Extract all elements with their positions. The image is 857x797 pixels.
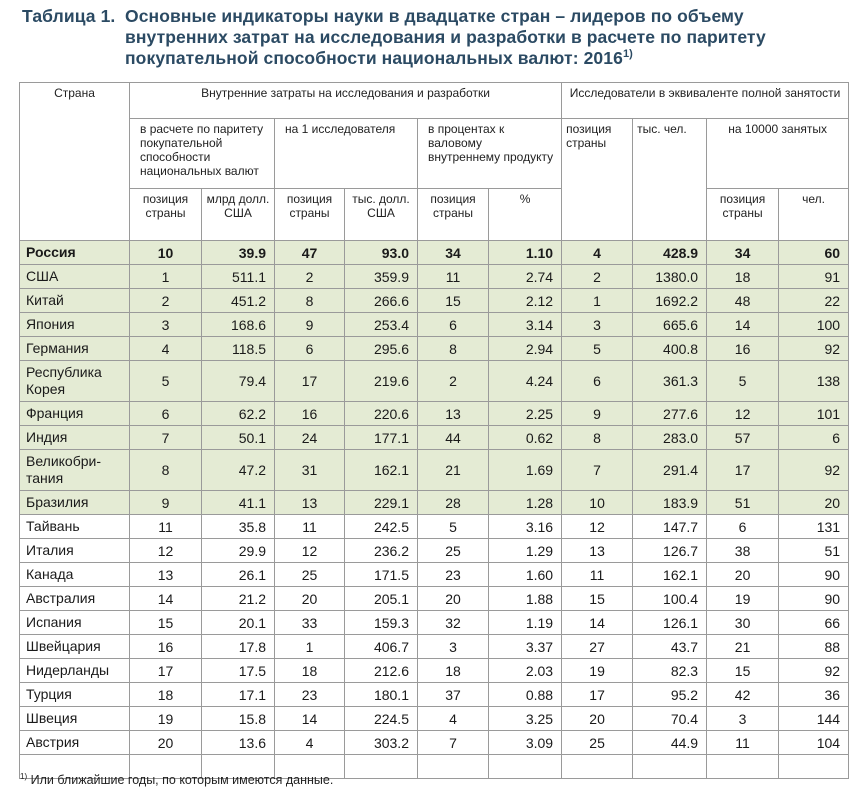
value-cell: 11 [562, 563, 633, 587]
value-cell: 24 [275, 426, 345, 450]
value-cell: 19 [707, 587, 779, 611]
value-cell [489, 755, 562, 779]
header-researchers-group: Исследователи в эквиваленте полной занятости [562, 83, 849, 119]
value-cell: 19 [130, 707, 202, 731]
value-cell: 50.1 [202, 426, 275, 450]
value-cell: 131 [779, 515, 849, 539]
value-cell: 16 [130, 635, 202, 659]
value-cell: 20.1 [202, 611, 275, 635]
value-cell: 8 [275, 289, 345, 313]
value-cell: 16 [275, 402, 345, 426]
value-cell: 8 [130, 450, 202, 491]
value-cell: 1.29 [489, 539, 562, 563]
country-cell: Бразилия [20, 491, 130, 515]
table-row [20, 265, 849, 289]
value-cell: 2 [418, 361, 489, 402]
caption-footnote-mark: 1) [622, 48, 633, 61]
value-cell: 38 [707, 539, 779, 563]
value-cell: 361.3 [633, 361, 707, 402]
value-cell: 162.1 [345, 450, 418, 491]
value-cell: 18 [707, 265, 779, 289]
header-percent: % [489, 189, 562, 241]
value-cell: 60 [779, 241, 849, 265]
value-cell: 20 [130, 731, 202, 755]
value-cell: 6 [130, 402, 202, 426]
value-cell: 9 [275, 313, 345, 337]
country-cell: Тайвань [20, 515, 130, 539]
table-row [20, 635, 849, 659]
value-cell: 13.6 [202, 731, 275, 755]
value-cell: 177.1 [345, 426, 418, 450]
value-cell: 2.94 [489, 337, 562, 361]
country-cell: Испания [20, 611, 130, 635]
value-cell: 4.24 [489, 361, 562, 402]
value-cell: 14 [707, 313, 779, 337]
value-cell: 253.4 [345, 313, 418, 337]
header-per-10000-position: позиция страны [707, 189, 779, 241]
value-cell: 12 [707, 402, 779, 426]
value-cell: 104 [779, 731, 849, 755]
value-cell: 126.7 [633, 539, 707, 563]
table-row [20, 707, 849, 731]
value-cell: 44.9 [633, 731, 707, 755]
header-thousand-usd: тыс. долл. США [345, 189, 418, 241]
value-cell: 44 [418, 426, 489, 450]
caption-title: Основные индикаторы науки в двадцатке стран – лидеров по объему внутренних затрат на исследования и разработки в расчете по паритету покупательной способности национальных валют: 2016 [125, 6, 766, 68]
value-cell: 23 [275, 683, 345, 707]
value-cell: 20 [779, 491, 849, 515]
value-cell: 25 [275, 563, 345, 587]
value-cell: 168.6 [202, 313, 275, 337]
value-cell: 144 [779, 707, 849, 731]
value-cell: 3.25 [489, 707, 562, 731]
value-cell: 2.03 [489, 659, 562, 683]
caption-text [125, 6, 842, 69]
caption-label: Таблица 1. [22, 6, 116, 26]
value-cell: 43.7 [633, 635, 707, 659]
value-cell: 51 [779, 539, 849, 563]
value-cell: 90 [779, 587, 849, 611]
value-cell: 7 [130, 426, 202, 450]
value-cell: 1.69 [489, 450, 562, 491]
value-cell: 2 [130, 289, 202, 313]
country-cell: Франция [20, 402, 130, 426]
value-cell: 1.60 [489, 563, 562, 587]
table-row [20, 731, 849, 755]
value-cell: 70.4 [633, 707, 707, 731]
value-cell: 14 [562, 611, 633, 635]
value-cell: 138 [779, 361, 849, 402]
value-cell: 33 [275, 611, 345, 635]
value-cell: 31 [275, 450, 345, 491]
value-cell: 229.1 [345, 491, 418, 515]
value-cell: 101 [779, 402, 849, 426]
value-cell: 3 [562, 313, 633, 337]
value-cell: 17.5 [202, 659, 275, 683]
value-cell: 359.9 [345, 265, 418, 289]
value-cell: 12 [130, 539, 202, 563]
value-cell: 15 [707, 659, 779, 683]
value-cell: 62.2 [202, 402, 275, 426]
value-cell: 18 [130, 683, 202, 707]
country-cell: Швейцария [20, 635, 130, 659]
value-cell: 13 [562, 539, 633, 563]
value-cell: 406.7 [345, 635, 418, 659]
value-cell: 6 [418, 313, 489, 337]
value-cell: 3 [707, 707, 779, 731]
value-cell: 400.8 [633, 337, 707, 361]
value-cell: 118.5 [202, 337, 275, 361]
value-cell: 32 [418, 611, 489, 635]
table-row [20, 289, 849, 313]
country-cell: Австралия [20, 587, 130, 611]
value-cell: 13 [130, 563, 202, 587]
value-cell: 3 [418, 635, 489, 659]
value-cell: 162.1 [633, 563, 707, 587]
country-cell: Канада [20, 563, 130, 587]
value-cell: 25 [562, 731, 633, 755]
value-cell: 42 [707, 683, 779, 707]
table-row [20, 683, 849, 707]
value-cell: 295.6 [345, 337, 418, 361]
table-row [20, 539, 849, 563]
country-cell: Германия [20, 337, 130, 361]
value-cell: 291.4 [633, 450, 707, 491]
table-row [20, 491, 849, 515]
value-cell: 17 [707, 450, 779, 491]
value-cell: 25 [418, 539, 489, 563]
value-cell: 17 [562, 683, 633, 707]
value-cell: 5 [418, 515, 489, 539]
value-cell: 3 [130, 313, 202, 337]
value-cell [345, 755, 418, 779]
value-cell: 6 [562, 361, 633, 402]
value-cell: 5 [562, 337, 633, 361]
value-cell: 28 [418, 491, 489, 515]
value-cell: 35.8 [202, 515, 275, 539]
value-cell: 1.10 [489, 241, 562, 265]
value-cell: 236.2 [345, 539, 418, 563]
value-cell: 51 [707, 491, 779, 515]
value-cell: 220.6 [345, 402, 418, 426]
value-cell: 22 [779, 289, 849, 313]
value-cell: 19 [562, 659, 633, 683]
country-cell: Швеция [20, 707, 130, 731]
value-cell: 5 [130, 361, 202, 402]
value-cell: 0.62 [489, 426, 562, 450]
value-cell: 1 [275, 635, 345, 659]
value-cell: 57 [707, 426, 779, 450]
value-cell: 2.12 [489, 289, 562, 313]
table-footnote [20, 772, 333, 787]
value-cell: 17 [130, 659, 202, 683]
value-cell: 219.6 [345, 361, 418, 402]
country-cell: Великобри-тания [20, 450, 130, 491]
value-cell: 100 [779, 313, 849, 337]
value-cell: 7 [418, 731, 489, 755]
value-cell: 27 [562, 635, 633, 659]
value-cell: 13 [418, 402, 489, 426]
value-cell: 212.6 [345, 659, 418, 683]
value-cell: 15 [418, 289, 489, 313]
header-expenditure-group: Внутренние затраты на исследования и разработки [130, 83, 562, 119]
value-cell: 79.4 [202, 361, 275, 402]
header-ppp: в расчете по паритету покупательной способности национальных валют [130, 119, 275, 189]
value-cell: 93.0 [345, 241, 418, 265]
value-cell: 1.28 [489, 491, 562, 515]
country-cell: Япония [20, 313, 130, 337]
country-cell: Нидерланды [20, 659, 130, 683]
value-cell: 171.5 [345, 563, 418, 587]
value-cell: 224.5 [345, 707, 418, 731]
value-cell: 2 [562, 265, 633, 289]
table-row [20, 587, 849, 611]
table-row [20, 313, 849, 337]
header-res-thousands: тыс. чел. [633, 119, 707, 241]
value-cell: 39.9 [202, 241, 275, 265]
value-cell: 1692.2 [633, 289, 707, 313]
header-people: чел. [779, 189, 849, 241]
value-cell [562, 755, 633, 779]
header-res-position: позиция страны [562, 119, 633, 241]
value-cell: 4 [562, 241, 633, 265]
value-cell: 23 [418, 563, 489, 587]
value-cell: 20 [707, 563, 779, 587]
value-cell: 180.1 [345, 683, 418, 707]
value-cell: 17.1 [202, 683, 275, 707]
value-cell: 665.6 [633, 313, 707, 337]
value-cell: 1 [562, 289, 633, 313]
value-cell: 90 [779, 563, 849, 587]
value-cell: 8 [418, 337, 489, 361]
header-per-researcher-position: позиция страны [275, 189, 345, 241]
value-cell: 30 [707, 611, 779, 635]
header-bln-usd: млрд долл. США [202, 189, 275, 241]
value-cell: 266.6 [345, 289, 418, 313]
table-row [20, 611, 849, 635]
value-cell: 11 [707, 731, 779, 755]
value-cell: 92 [779, 659, 849, 683]
value-cell: 26.1 [202, 563, 275, 587]
value-cell: 13 [275, 491, 345, 515]
table-row [20, 563, 849, 587]
country-cell: Республика Корея [20, 361, 130, 402]
value-cell: 37 [418, 683, 489, 707]
value-cell: 18 [418, 659, 489, 683]
value-cell: 11 [275, 515, 345, 539]
value-cell: 88 [779, 635, 849, 659]
value-cell [779, 755, 849, 779]
country-cell: США [20, 265, 130, 289]
value-cell: 451.2 [202, 289, 275, 313]
value-cell: 1.88 [489, 587, 562, 611]
header-pct-gdp: в процентах к валовому внутреннему продукту [418, 119, 562, 189]
value-cell: 21 [707, 635, 779, 659]
value-cell: 36 [779, 683, 849, 707]
value-cell [707, 755, 779, 779]
value-cell: 16 [707, 337, 779, 361]
header-country: Страна [20, 83, 130, 241]
value-cell: 29.9 [202, 539, 275, 563]
table-row [20, 450, 849, 491]
value-cell: 34 [707, 241, 779, 265]
table-row [20, 337, 849, 361]
value-cell: 205.1 [345, 587, 418, 611]
country-cell: Китай [20, 289, 130, 313]
country-cell: Италия [20, 539, 130, 563]
value-cell: 8 [562, 426, 633, 450]
value-cell: 4 [418, 707, 489, 731]
value-cell: 428.9 [633, 241, 707, 265]
value-cell: 34 [418, 241, 489, 265]
value-cell: 48 [707, 289, 779, 313]
country-cell: Индия [20, 426, 130, 450]
value-cell: 15.8 [202, 707, 275, 731]
value-cell [418, 755, 489, 779]
table-row [20, 241, 849, 265]
value-cell: 0.88 [489, 683, 562, 707]
value-cell: 21.2 [202, 587, 275, 611]
value-cell: 147.7 [633, 515, 707, 539]
country-cell: Австрия [20, 731, 130, 755]
footnote-text: Или ближайшие годы, по которым имеются данные. [27, 773, 334, 788]
value-cell: 3.16 [489, 515, 562, 539]
value-cell: 4 [130, 337, 202, 361]
value-cell: 183.9 [633, 491, 707, 515]
value-cell: 511.1 [202, 265, 275, 289]
value-cell: 242.5 [345, 515, 418, 539]
value-cell: 47 [275, 241, 345, 265]
value-cell: 14 [275, 707, 345, 731]
header-pct-gdp-position: позиция страны [418, 189, 489, 241]
value-cell [633, 755, 707, 779]
value-cell: 91 [779, 265, 849, 289]
header-per-researcher: на 1 исследователя [275, 119, 418, 189]
value-cell: 277.6 [633, 402, 707, 426]
value-cell: 92 [779, 337, 849, 361]
value-cell: 14 [130, 587, 202, 611]
value-cell: 20 [418, 587, 489, 611]
value-cell: 17 [275, 361, 345, 402]
value-cell: 41.1 [202, 491, 275, 515]
value-cell: 6 [779, 426, 849, 450]
value-cell: 3.14 [489, 313, 562, 337]
value-cell: 18 [275, 659, 345, 683]
value-cell: 7 [562, 450, 633, 491]
footnote-mark: 1) [20, 772, 28, 781]
value-cell: 92 [779, 450, 849, 491]
value-cell: 2.74 [489, 265, 562, 289]
value-cell: 6 [275, 337, 345, 361]
country-cell: Россия [20, 241, 130, 265]
value-cell: 2 [275, 265, 345, 289]
value-cell: 12 [275, 539, 345, 563]
value-cell: 15 [130, 611, 202, 635]
value-cell: 3.09 [489, 731, 562, 755]
value-cell: 1 [130, 265, 202, 289]
table-row [20, 426, 849, 450]
header-per-10000: на 10000 занятых [707, 119, 849, 189]
value-cell: 21 [418, 450, 489, 491]
indicators-table [19, 82, 849, 779]
value-cell: 4 [275, 731, 345, 755]
value-cell: 1.19 [489, 611, 562, 635]
table-row [20, 402, 849, 426]
table-row [20, 659, 849, 683]
value-cell: 9 [130, 491, 202, 515]
value-cell: 11 [130, 515, 202, 539]
value-cell: 126.1 [633, 611, 707, 635]
value-cell: 82.3 [633, 659, 707, 683]
value-cell: 10 [562, 491, 633, 515]
value-cell: 283.0 [633, 426, 707, 450]
value-cell: 66 [779, 611, 849, 635]
value-cell: 1380.0 [633, 265, 707, 289]
value-cell: 159.3 [345, 611, 418, 635]
header-ppp-position: позиция страны [130, 189, 202, 241]
table-row [20, 515, 849, 539]
value-cell: 47.2 [202, 450, 275, 491]
table-caption [22, 6, 842, 69]
country-cell: Турция [20, 683, 130, 707]
value-cell: 6 [707, 515, 779, 539]
value-cell: 303.2 [345, 731, 418, 755]
value-cell: 17.8 [202, 635, 275, 659]
value-cell: 9 [562, 402, 633, 426]
value-cell: 100.4 [633, 587, 707, 611]
value-cell: 15 [562, 587, 633, 611]
value-cell: 3.37 [489, 635, 562, 659]
value-cell: 20 [275, 587, 345, 611]
value-cell: 5 [707, 361, 779, 402]
value-cell: 12 [562, 515, 633, 539]
value-cell: 95.2 [633, 683, 707, 707]
value-cell: 11 [418, 265, 489, 289]
value-cell: 10 [130, 241, 202, 265]
value-cell: 20 [562, 707, 633, 731]
table-row [20, 361, 849, 402]
value-cell: 2.25 [489, 402, 562, 426]
